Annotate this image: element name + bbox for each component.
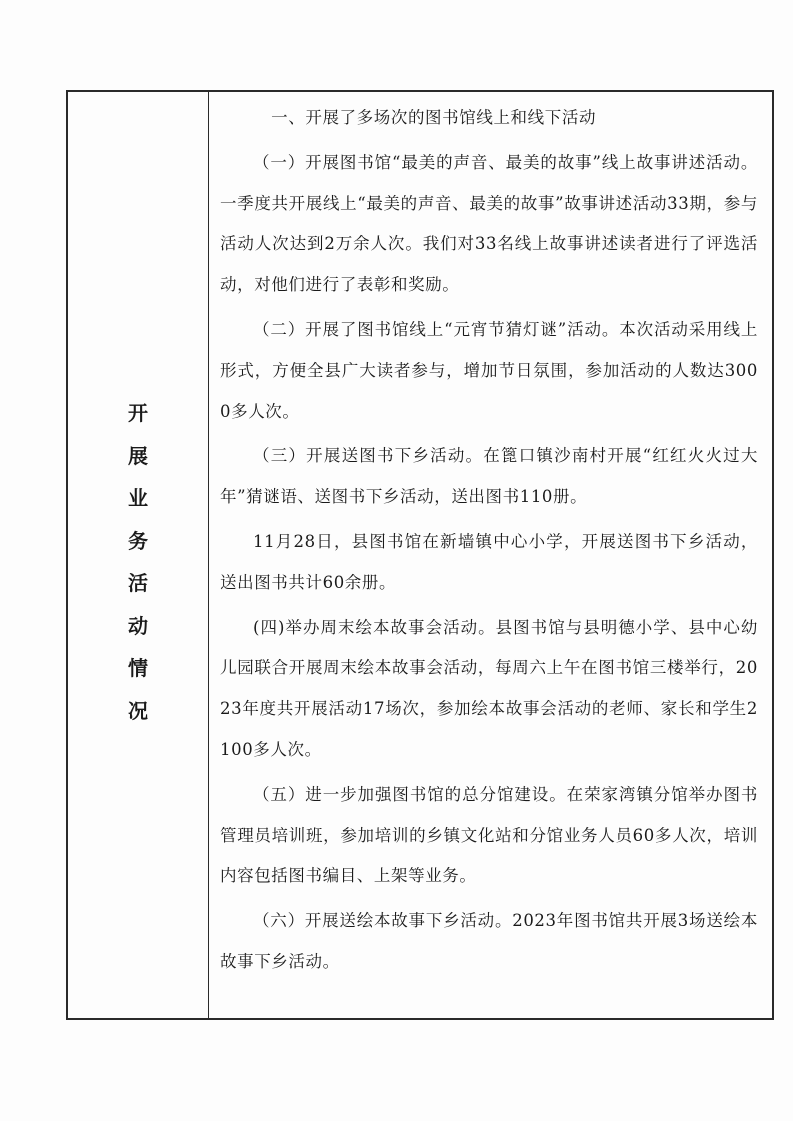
section-label-vertical [68,392,208,732]
paragraph-6: （五）进一步加强图书馆的总分馆建设。在荣家湾镇分馆举办图书管理员培训班，参加培训的乡镇文化站和分馆业务人员60多人次，培训内容包括图书编目、上架等业务。 [220,784,758,886]
section-label-char: 况 [128,698,148,723]
section-label-char: 展 [128,443,148,468]
section-label-char: 情 [128,656,148,680]
paragraph-2: （二）开展了图书馆线上“元宵节猜灯谜”活动。本次活动采用线上形式，方便全县广大读者参与，增加节日氛围，参加活动的人数达3000多人次。 [220,319,758,421]
paragraph-4: 11月28日，县图书馆在新墙镇中心小学，开展送图书下乡活动，送出图书共计60余册。 [220,531,758,592]
section-label-char: 务 [128,528,148,553]
paragraph-7: （六）开展送绘本故事下乡活动。2023年图书馆共开展3场送绘本故事下乡活动。 [220,911,758,971]
section-label-char: 业 [128,486,148,510]
content-cell [220,92,758,983]
section-label-char: 动 [128,613,148,638]
form-table [66,90,774,1020]
label-cell [68,92,209,1018]
paragraph-3: （三）开展送图书下乡活动。在篦口镇沙南村开展“红红火火过大年”猜谜语、送图书下乡活动，送出图书110册。 [220,446,758,507]
paragraph-5: (四)举办周末绘本故事会活动。县图书馆与县明德小学、县中心幼儿园联合开展周末绘本故事会活动，每周六上午在图书馆三楼举行，2023年度共开展活动17场次，参加绘本故事会活动的老师、家长和学生2100多人次。 [220,617,758,759]
paragraph-1: （一）开展图书馆“最美的声音、最美的故事”线上故事讲述活动。一季度共开展线上“最美的声音、最美的故事”故事讲述活动33期，参与活动人次达到2万余人次。我们对33名线上故事讲述读者进行了评选活动，对他们进行了表彰和奖励。 [220,152,758,295]
section-label-char: 开 [128,401,148,425]
section-heading: 一、开展了多场次的图书馆线上和线下活动 [271,108,597,127]
section-label-char: 活 [128,571,148,595]
